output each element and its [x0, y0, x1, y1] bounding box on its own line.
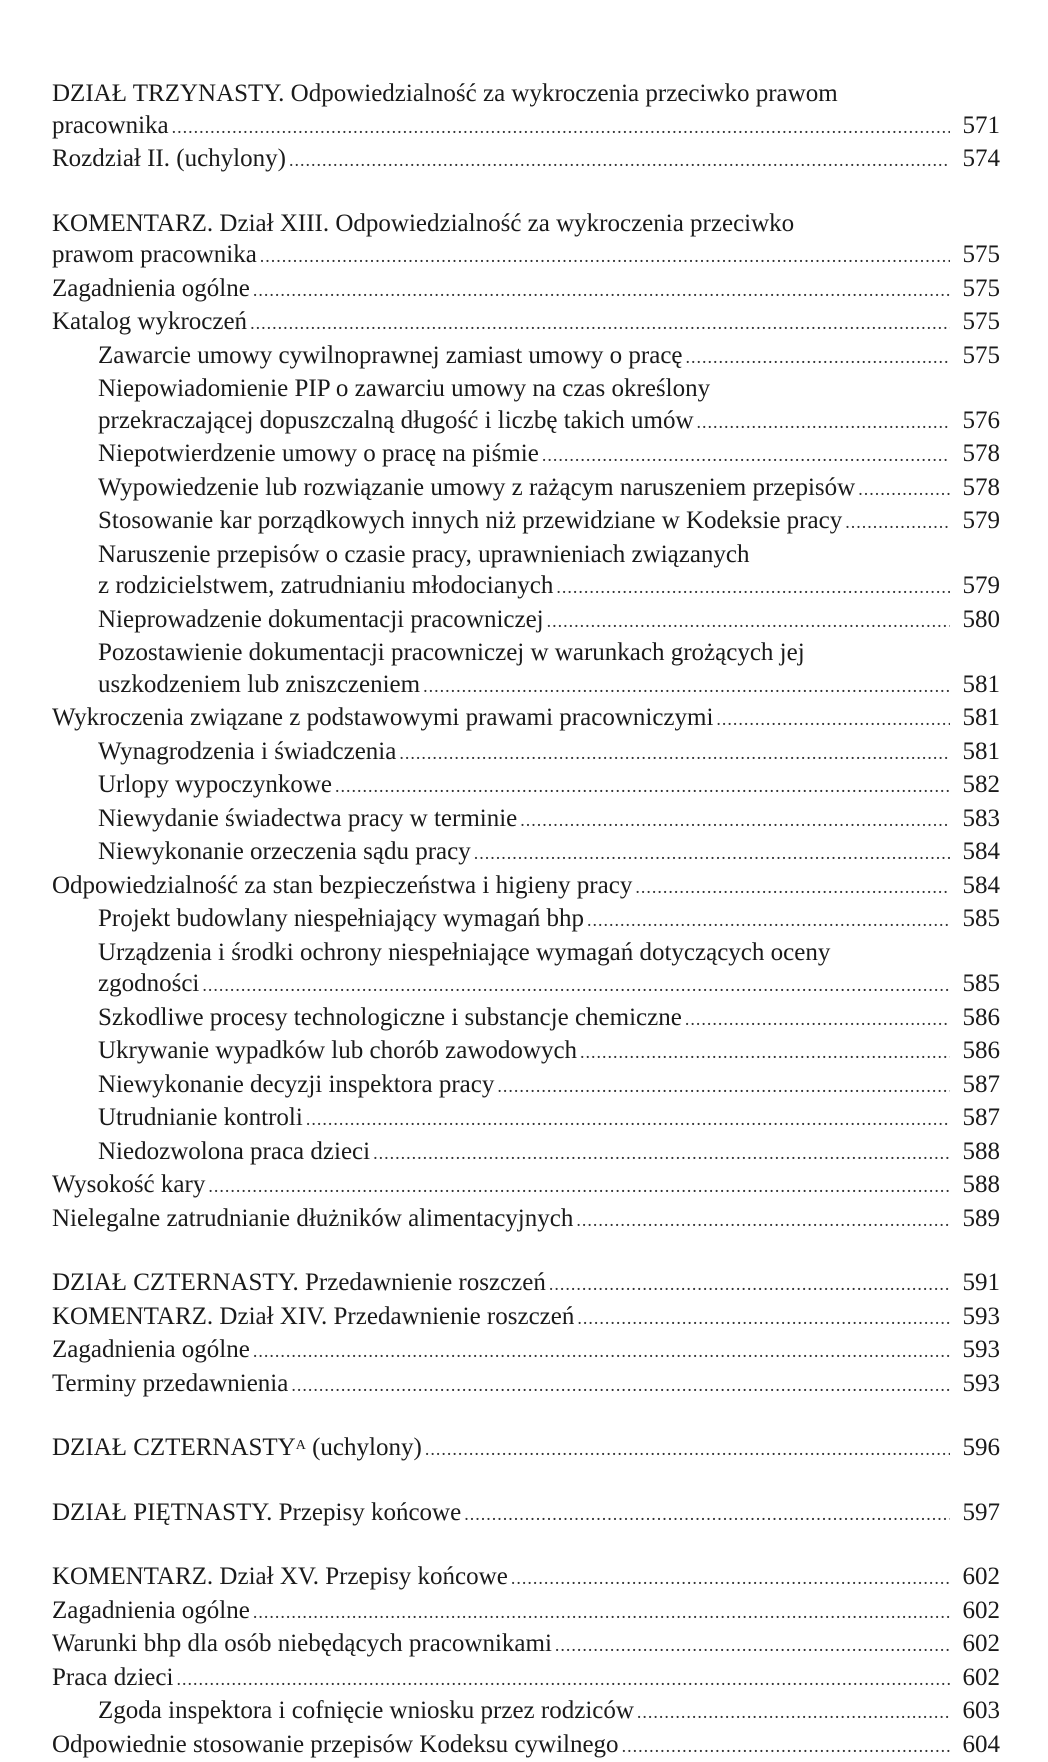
leader-dots	[549, 1269, 950, 1301]
toc-entry-title	[98, 669, 420, 701]
toc-entry-title	[98, 968, 199, 1000]
toc-entry-line	[52, 1497, 1000, 1531]
leader-dots	[542, 440, 950, 472]
toc-entry-title	[98, 505, 842, 537]
toc-entry	[52, 769, 1000, 803]
toc-entry	[52, 1695, 1000, 1729]
toc-entry	[52, 373, 1000, 438]
toc-entry-title	[52, 702, 713, 734]
toc-entry-line	[52, 1628, 1000, 1662]
page-number: 584	[956, 836, 1000, 868]
toc-entry-title	[52, 1169, 205, 1201]
page-number: 583	[956, 803, 1000, 835]
toc-entry-title-text: Niewykonanie orzeczenia sądu pracy	[98, 838, 471, 865]
toc-entry-line	[52, 1432, 1000, 1466]
toc-entry	[52, 208, 1000, 273]
toc-entry	[52, 736, 1000, 770]
leader-dots	[556, 572, 950, 604]
toc-entry	[52, 472, 1000, 506]
toc-entry-title	[52, 143, 286, 175]
toc-entry-title	[98, 736, 396, 768]
leader-dots	[464, 1499, 950, 1531]
leader-dots	[716, 704, 950, 736]
toc-entry-title-text: Warunki bhp dla osób niebędących pracownikami	[52, 1630, 552, 1657]
toc-entry	[52, 870, 1000, 904]
page-number: 575	[956, 306, 1000, 338]
leader-dots	[423, 671, 950, 703]
toc-entry-title-text: Katalog wykroczeń	[52, 308, 247, 335]
leader-dots	[576, 1205, 950, 1237]
toc-entry	[52, 1368, 1000, 1402]
toc-entry-title-text: Zagadnienia ogólne	[52, 1336, 250, 1363]
page-number: 591	[956, 1267, 1000, 1299]
page-number: 584	[956, 870, 1000, 902]
leader-dots	[685, 1004, 950, 1036]
page-number: 603	[956, 1695, 1000, 1727]
toc-entry-title-text: KOMENTARZ. Dział XIV. Przedawnienie roszczeń	[52, 1303, 574, 1330]
toc-entry-title-text: Zgoda inspektora i cofnięcie wniosku przez rodziców	[98, 1697, 634, 1724]
toc-entry-title	[98, 1069, 494, 1101]
toc-entry-title-line1: KOMENTARZ. Dział XIII. Odpowiedzialność za wykroczenia przeciwko	[52, 208, 1000, 240]
toc-entry-title	[98, 438, 539, 470]
leader-dots	[172, 112, 950, 144]
leader-dots	[577, 1303, 950, 1335]
toc-entry-line	[52, 1301, 1000, 1335]
leader-dots	[845, 507, 950, 539]
toc-entry-line	[52, 1334, 1000, 1368]
leader-dots	[511, 1563, 950, 1595]
toc-entry-title	[98, 1102, 303, 1134]
page-number: 582	[956, 769, 1000, 801]
leader-dots	[637, 1697, 950, 1729]
toc-entry	[52, 1662, 1000, 1696]
toc-entry-line	[98, 1069, 1000, 1103]
toc-entry	[52, 539, 1000, 604]
toc-entry-title-text: Niewykonanie decyzji inspektora pracy	[98, 1071, 494, 1098]
page-number: 602	[956, 1561, 1000, 1593]
page-number: 586	[956, 1002, 1000, 1034]
toc-entry-title-text: Odpowiedzialność za stan bezpieczeństwa i higieny pracy	[52, 872, 632, 899]
toc-entry	[52, 1002, 1000, 1036]
toc-entry-title-text: Nielegalne zatrudnianie dłużników alimentacyjnych	[52, 1205, 573, 1232]
toc-entry-line	[52, 1267, 1000, 1301]
toc-entry-title-text: Niewydanie świadectwa pracy w terminie	[98, 805, 517, 832]
toc-entry	[52, 937, 1000, 1002]
toc-entry-line	[52, 1662, 1000, 1696]
toc-entry-title	[98, 472, 855, 504]
toc-entry-line	[52, 1203, 1000, 1237]
leader-dots	[635, 872, 950, 904]
toc-entry-title-line1: Naruszenie przepisów o czasie pracy, uprawnieniach związanych	[98, 539, 1000, 571]
toc-entry-line	[98, 472, 1000, 506]
page-number: 579	[956, 570, 1000, 602]
page-number: 574	[956, 143, 1000, 175]
toc-entry-title	[98, 769, 332, 801]
toc-entry-title-text: Urlopy wypoczynkowe	[98, 771, 332, 798]
toc-entry-title	[98, 340, 683, 372]
leader-dots	[580, 1037, 950, 1069]
toc-entry-title-suffix: (uchylony)	[306, 1434, 422, 1461]
toc-entry	[52, 273, 1000, 307]
page-number: 585	[956, 903, 1000, 935]
page-number: 604	[956, 1729, 1000, 1761]
page-number: 575	[956, 239, 1000, 271]
toc-entry-title	[98, 1136, 370, 1168]
toc-entry-title	[52, 110, 169, 142]
toc-entry	[52, 1102, 1000, 1136]
toc-entry-title-line1: Urządzenia i środki ochrony niespełniające wymagań dotyczących oceny	[98, 937, 1000, 969]
toc-entry	[52, 306, 1000, 340]
toc-entry	[52, 1169, 1000, 1203]
toc-entry-title-text: Odpowiednie stosowanie przepisów Kodeksu cywilnego	[52, 1731, 619, 1758]
toc-entry-line	[98, 570, 1000, 604]
toc-entry-title-text: Wysokość kary	[52, 1171, 205, 1198]
toc-entry-line	[98, 438, 1000, 472]
leader-dots	[253, 1336, 950, 1368]
leader-dots	[425, 1434, 950, 1466]
page-number: 602	[956, 1595, 1000, 1627]
toc-entry-title	[52, 1267, 546, 1299]
leader-dots	[622, 1731, 950, 1762]
leader-dots	[253, 275, 950, 307]
toc-entry	[52, 803, 1000, 837]
toc-entry-title	[52, 273, 250, 305]
page-number: 571	[956, 110, 1000, 142]
toc-entry-line	[98, 340, 1000, 374]
toc-entry-title-text: Utrudnianie kontroli	[98, 1104, 303, 1131]
toc-entry-title-text: Zagadnienia ogólne	[52, 1597, 250, 1624]
toc-entry	[52, 1035, 1000, 1069]
page-number: 585	[956, 968, 1000, 1000]
toc-entry-title-text: DZIAŁ CZTERNASTY	[52, 1434, 296, 1461]
leader-dots	[686, 342, 950, 374]
leader-dots	[373, 1138, 950, 1170]
leader-dots	[474, 838, 950, 870]
toc-entry-title-text: zgodności	[98, 970, 199, 997]
toc-entry-title-text: DZIAŁ PIĘTNASTY. Przepisy końcowe	[52, 1499, 461, 1526]
toc-entry-line	[98, 405, 1000, 439]
page-number: 576	[956, 405, 1000, 437]
toc-entry-title-text: Projekt budowlany niespełniający wymagań bhp	[98, 905, 584, 932]
toc-entry-line	[98, 1136, 1000, 1170]
toc-entry-line	[98, 1002, 1000, 1036]
toc-entry-line	[98, 836, 1000, 870]
page-number: 588	[956, 1136, 1000, 1168]
page-number: 587	[956, 1102, 1000, 1134]
toc-entry	[52, 1203, 1000, 1237]
toc-entry	[52, 1497, 1000, 1531]
toc-entry-line	[98, 769, 1000, 803]
toc-entry-title	[52, 1368, 288, 1400]
toc-entry-title	[52, 1497, 461, 1529]
toc-entry-title	[98, 803, 517, 835]
toc-entry-line	[52, 702, 1000, 736]
toc-entry-line	[98, 1695, 1000, 1729]
page-number: 575	[956, 273, 1000, 305]
toc-entry-title-text: Zagadnienia ogólne	[52, 275, 250, 302]
toc-entry-title-text: Ukrywanie wypadków lub chorób zawodowych	[98, 1037, 577, 1064]
toc-entry	[52, 1729, 1000, 1762]
leader-dots	[202, 970, 950, 1002]
toc-entry-line	[52, 870, 1000, 904]
toc-entry-title	[52, 1334, 250, 1366]
toc-entry-title	[98, 903, 584, 935]
toc-entry-line	[52, 1729, 1000, 1762]
toc-entry-title	[98, 405, 694, 437]
toc-entry-title	[98, 570, 553, 602]
toc-entry-title	[52, 1561, 508, 1593]
toc-entry	[52, 1432, 1000, 1466]
toc-entry	[52, 1334, 1000, 1368]
toc-entry-line	[52, 1368, 1000, 1402]
toc-entry-title	[98, 1695, 634, 1727]
toc-entry-title	[52, 1628, 552, 1660]
leader-dots	[858, 474, 950, 506]
toc-entry-line	[98, 604, 1000, 638]
toc-entry-line	[52, 1595, 1000, 1629]
leader-dots	[291, 1370, 950, 1402]
toc-entry-title-text: Wynagrodzenia i świadczenia	[98, 738, 396, 765]
toc-entry-line	[52, 306, 1000, 340]
toc-entry-title	[52, 1662, 173, 1694]
toc-entry-line	[98, 968, 1000, 1002]
toc-entry-line	[52, 239, 1000, 273]
page-number: 580	[956, 604, 1000, 636]
table-of-contents	[52, 78, 1000, 1762]
toc-entry-title	[52, 1729, 619, 1761]
toc-entry-title	[98, 604, 544, 636]
toc-entry-line	[98, 1035, 1000, 1069]
toc-entry-title-line1: Pozostawienie dokumentacji pracowniczej w warunkach grożących jej	[98, 637, 1000, 669]
toc-entry-title-text: Terminy przedawnienia	[52, 1370, 288, 1397]
toc-entry-title	[52, 1595, 250, 1627]
toc-entry	[52, 1069, 1000, 1103]
toc-entry	[52, 903, 1000, 937]
page-number: 593	[956, 1334, 1000, 1366]
page-number: 589	[956, 1203, 1000, 1235]
page-number: 602	[956, 1662, 1000, 1694]
leader-dots	[547, 606, 950, 638]
toc-entry	[52, 1301, 1000, 1335]
toc-entry-title-text: prawom pracownika	[52, 241, 257, 268]
toc-entry	[52, 1136, 1000, 1170]
page-number: 602	[956, 1628, 1000, 1660]
leader-dots	[587, 905, 950, 937]
toc-entry-line	[52, 1561, 1000, 1595]
page-number: 593	[956, 1368, 1000, 1400]
toc-entry-title	[52, 1203, 573, 1235]
toc-entry-title-text: Zawarcie umowy cywilnoprawnej zamiast umowy o pracę	[98, 342, 683, 369]
toc-entry	[52, 1561, 1000, 1595]
toc-entry-line	[98, 903, 1000, 937]
leader-dots	[497, 1071, 950, 1103]
toc-entry-title	[52, 239, 257, 271]
toc-entry-title-text: DZIAŁ CZTERNASTY. Przedawnienie roszczeń	[52, 1269, 546, 1296]
toc-entry-title-text: KOMENTARZ. Dział XV. Przepisy końcowe	[52, 1563, 508, 1590]
toc-entry	[52, 438, 1000, 472]
toc-entry-title-text: Niepotwierdzenie umowy o pracę na piśmie	[98, 440, 539, 467]
toc-entry-title-text: Rozdział II. (uchylony)	[52, 145, 286, 172]
toc-entry-title-line1: Niepowiadomienie PIP o zawarciu umowy na czas określony	[98, 373, 1000, 405]
toc-entry-line	[52, 1169, 1000, 1203]
toc-entry-title-text: Niedozwolona praca dzieci	[98, 1138, 370, 1165]
toc-entry-title	[98, 1002, 682, 1034]
toc-entry-line	[52, 273, 1000, 307]
leader-dots	[260, 241, 950, 273]
toc-entry	[52, 78, 1000, 143]
toc-entry-title	[52, 306, 247, 338]
toc-entry-line	[98, 803, 1000, 837]
toc-entry-title	[52, 1301, 574, 1333]
page-number: 575	[956, 340, 1000, 372]
toc-entry	[52, 1628, 1000, 1662]
toc-entry-title	[52, 870, 632, 902]
toc-entry-line	[98, 505, 1000, 539]
page-number: 588	[956, 1169, 1000, 1201]
toc-entry-title-text: uszkodzeniem lub zniszczeniem	[98, 671, 420, 698]
toc-entry	[52, 604, 1000, 638]
toc-entry	[52, 637, 1000, 702]
page-number: 581	[956, 669, 1000, 701]
page-number: 578	[956, 472, 1000, 504]
page-number: 578	[956, 438, 1000, 470]
page-number: 581	[956, 736, 1000, 768]
toc-entry-title	[52, 1432, 422, 1464]
leader-dots	[289, 145, 950, 177]
toc-entry-title-text: Wypowiedzenie lub rozwiązanie umowy z rażącym naruszeniem przepisów	[98, 474, 855, 501]
leader-dots	[520, 805, 950, 837]
toc-entry-title	[98, 836, 471, 868]
toc-entry	[52, 836, 1000, 870]
page-number: 579	[956, 505, 1000, 537]
toc-entry-title-text: Praca dzieci	[52, 1664, 173, 1691]
page-number: 586	[956, 1035, 1000, 1067]
toc-entry-line	[98, 669, 1000, 703]
page-number: 587	[956, 1069, 1000, 1101]
leader-dots	[253, 1597, 950, 1629]
toc-entry-title-text: Szkodliwe procesy technologiczne i substancje chemiczne	[98, 1004, 682, 1031]
toc-entry	[52, 505, 1000, 539]
leader-dots	[697, 407, 950, 439]
toc-entry-title-text: Stosowanie kar porządkowych innych niż przewidziane w Kodeksie pracy	[98, 507, 842, 534]
leader-dots	[176, 1664, 950, 1696]
toc-entry-title-text: z rodzicielstwem, zatrudnianiu młodocianych	[98, 572, 553, 599]
leader-dots	[208, 1171, 950, 1203]
toc-entry-line	[98, 736, 1000, 770]
leader-dots	[555, 1630, 950, 1662]
leader-dots	[250, 308, 950, 340]
toc-entry-superscript: A	[296, 1438, 306, 1453]
page-number: 581	[956, 702, 1000, 734]
leader-dots	[306, 1104, 950, 1136]
page-number: 597	[956, 1497, 1000, 1529]
toc-entry	[52, 702, 1000, 736]
toc-entry-title-text: Nieprowadzenie dokumentacji pracowniczej	[98, 606, 544, 633]
toc-entry	[52, 340, 1000, 374]
toc-entry-title-text: Wykroczenia związane z podstawowymi prawami pracowniczymi	[52, 704, 713, 731]
toc-entry-title-text: przekraczającej dopuszczalną długość i liczbę takich umów	[98, 407, 694, 434]
toc-entry-line	[52, 110, 1000, 144]
leader-dots	[335, 771, 950, 803]
toc-entry-title	[98, 1035, 577, 1067]
toc-entry-line	[98, 1102, 1000, 1136]
leader-dots	[399, 738, 950, 770]
toc-entry-line	[52, 143, 1000, 177]
toc-entry	[52, 1267, 1000, 1301]
toc-entry	[52, 1595, 1000, 1629]
toc-entry	[52, 143, 1000, 177]
page-number: 596	[956, 1432, 1000, 1464]
page-number: 593	[956, 1301, 1000, 1333]
toc-entry-title-line1: DZIAŁ TRZYNASTY. Odpowiedzialność za wykroczenia przeciwko prawom	[52, 78, 1000, 110]
toc-entry-title-text: pracownika	[52, 112, 169, 139]
